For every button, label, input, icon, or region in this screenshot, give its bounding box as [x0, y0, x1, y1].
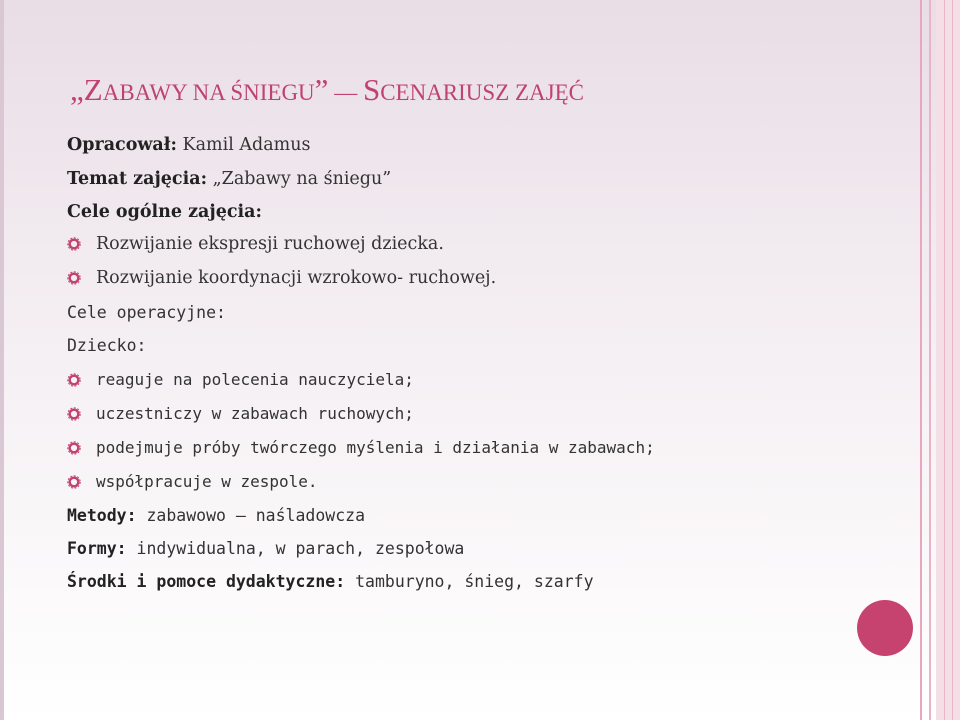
right-band-line	[944, 0, 945, 720]
operational-item: reaguje na polecenia nauczyciela;	[96, 370, 414, 389]
title-text: ABAWY NA ŚNIEGU	[102, 80, 315, 105]
bullet-ring-icon	[67, 373, 81, 387]
topic-value: „Zabawy na śniegu”	[207, 169, 392, 189]
title-letter: „Z	[70, 72, 103, 107]
left-edge-decoration	[0, 0, 4, 720]
resources-value: tamburyno, śnieg, szarfy	[345, 572, 594, 591]
operational-item: podejmuje próby twórczego myślenia i działania w zabawach;	[96, 438, 655, 457]
general-goals-label: Cele ogólne zajęcia:	[67, 202, 262, 222]
title-letter: S	[362, 72, 381, 107]
topic-line	[67, 168, 391, 190]
operational-goals-label: Cele operacyjne:	[67, 303, 226, 322]
methods-line	[67, 505, 365, 527]
slide-title	[70, 68, 584, 112]
bullet-ring-icon	[67, 475, 81, 489]
methods-value: zabawowo – naśladowcza	[136, 506, 366, 525]
right-stripe	[929, 0, 931, 720]
operational-item: uczestniczy w zabawach ruchowych;	[96, 404, 414, 423]
author-line	[67, 134, 311, 156]
bullet-ring-icon	[67, 407, 81, 421]
methods-label: Metody:	[67, 506, 137, 525]
operational-item: współpracuje w zespole.	[96, 472, 318, 491]
decorative-circle	[857, 600, 913, 656]
right-band	[936, 0, 960, 720]
title-text: CENARIUSZ ZAJĘĆ	[380, 80, 584, 105]
bullet-ring-icon	[67, 237, 81, 251]
topic-label: Temat zajęcia:	[67, 169, 208, 189]
right-stripe	[920, 0, 922, 720]
forms-value: indywidualna, w parach, zespołowa	[126, 539, 465, 558]
title-dash: —	[328, 80, 363, 105]
operational-intro: Dziecko:	[67, 336, 147, 355]
general-goals-line	[67, 201, 262, 223]
general-goal-item: Rozwijanie koordynacji wzrokowo- ruchowej.	[96, 268, 497, 288]
right-band-line	[952, 0, 953, 720]
resources-line	[67, 571, 594, 593]
bullet-ring-icon	[67, 271, 81, 285]
resources-label: Środki i pomoce dydaktyczne:	[67, 572, 346, 591]
author-label: Opracował:	[67, 135, 177, 155]
forms-label: Formy:	[67, 539, 127, 558]
author-value: Kamil Adamus	[176, 135, 311, 155]
title-quote: ”	[314, 72, 329, 107]
bullet-ring-icon	[67, 441, 81, 455]
forms-line	[67, 538, 464, 560]
general-goal-item: Rozwijanie ekspresji ruchowej dziecka.	[96, 234, 444, 254]
